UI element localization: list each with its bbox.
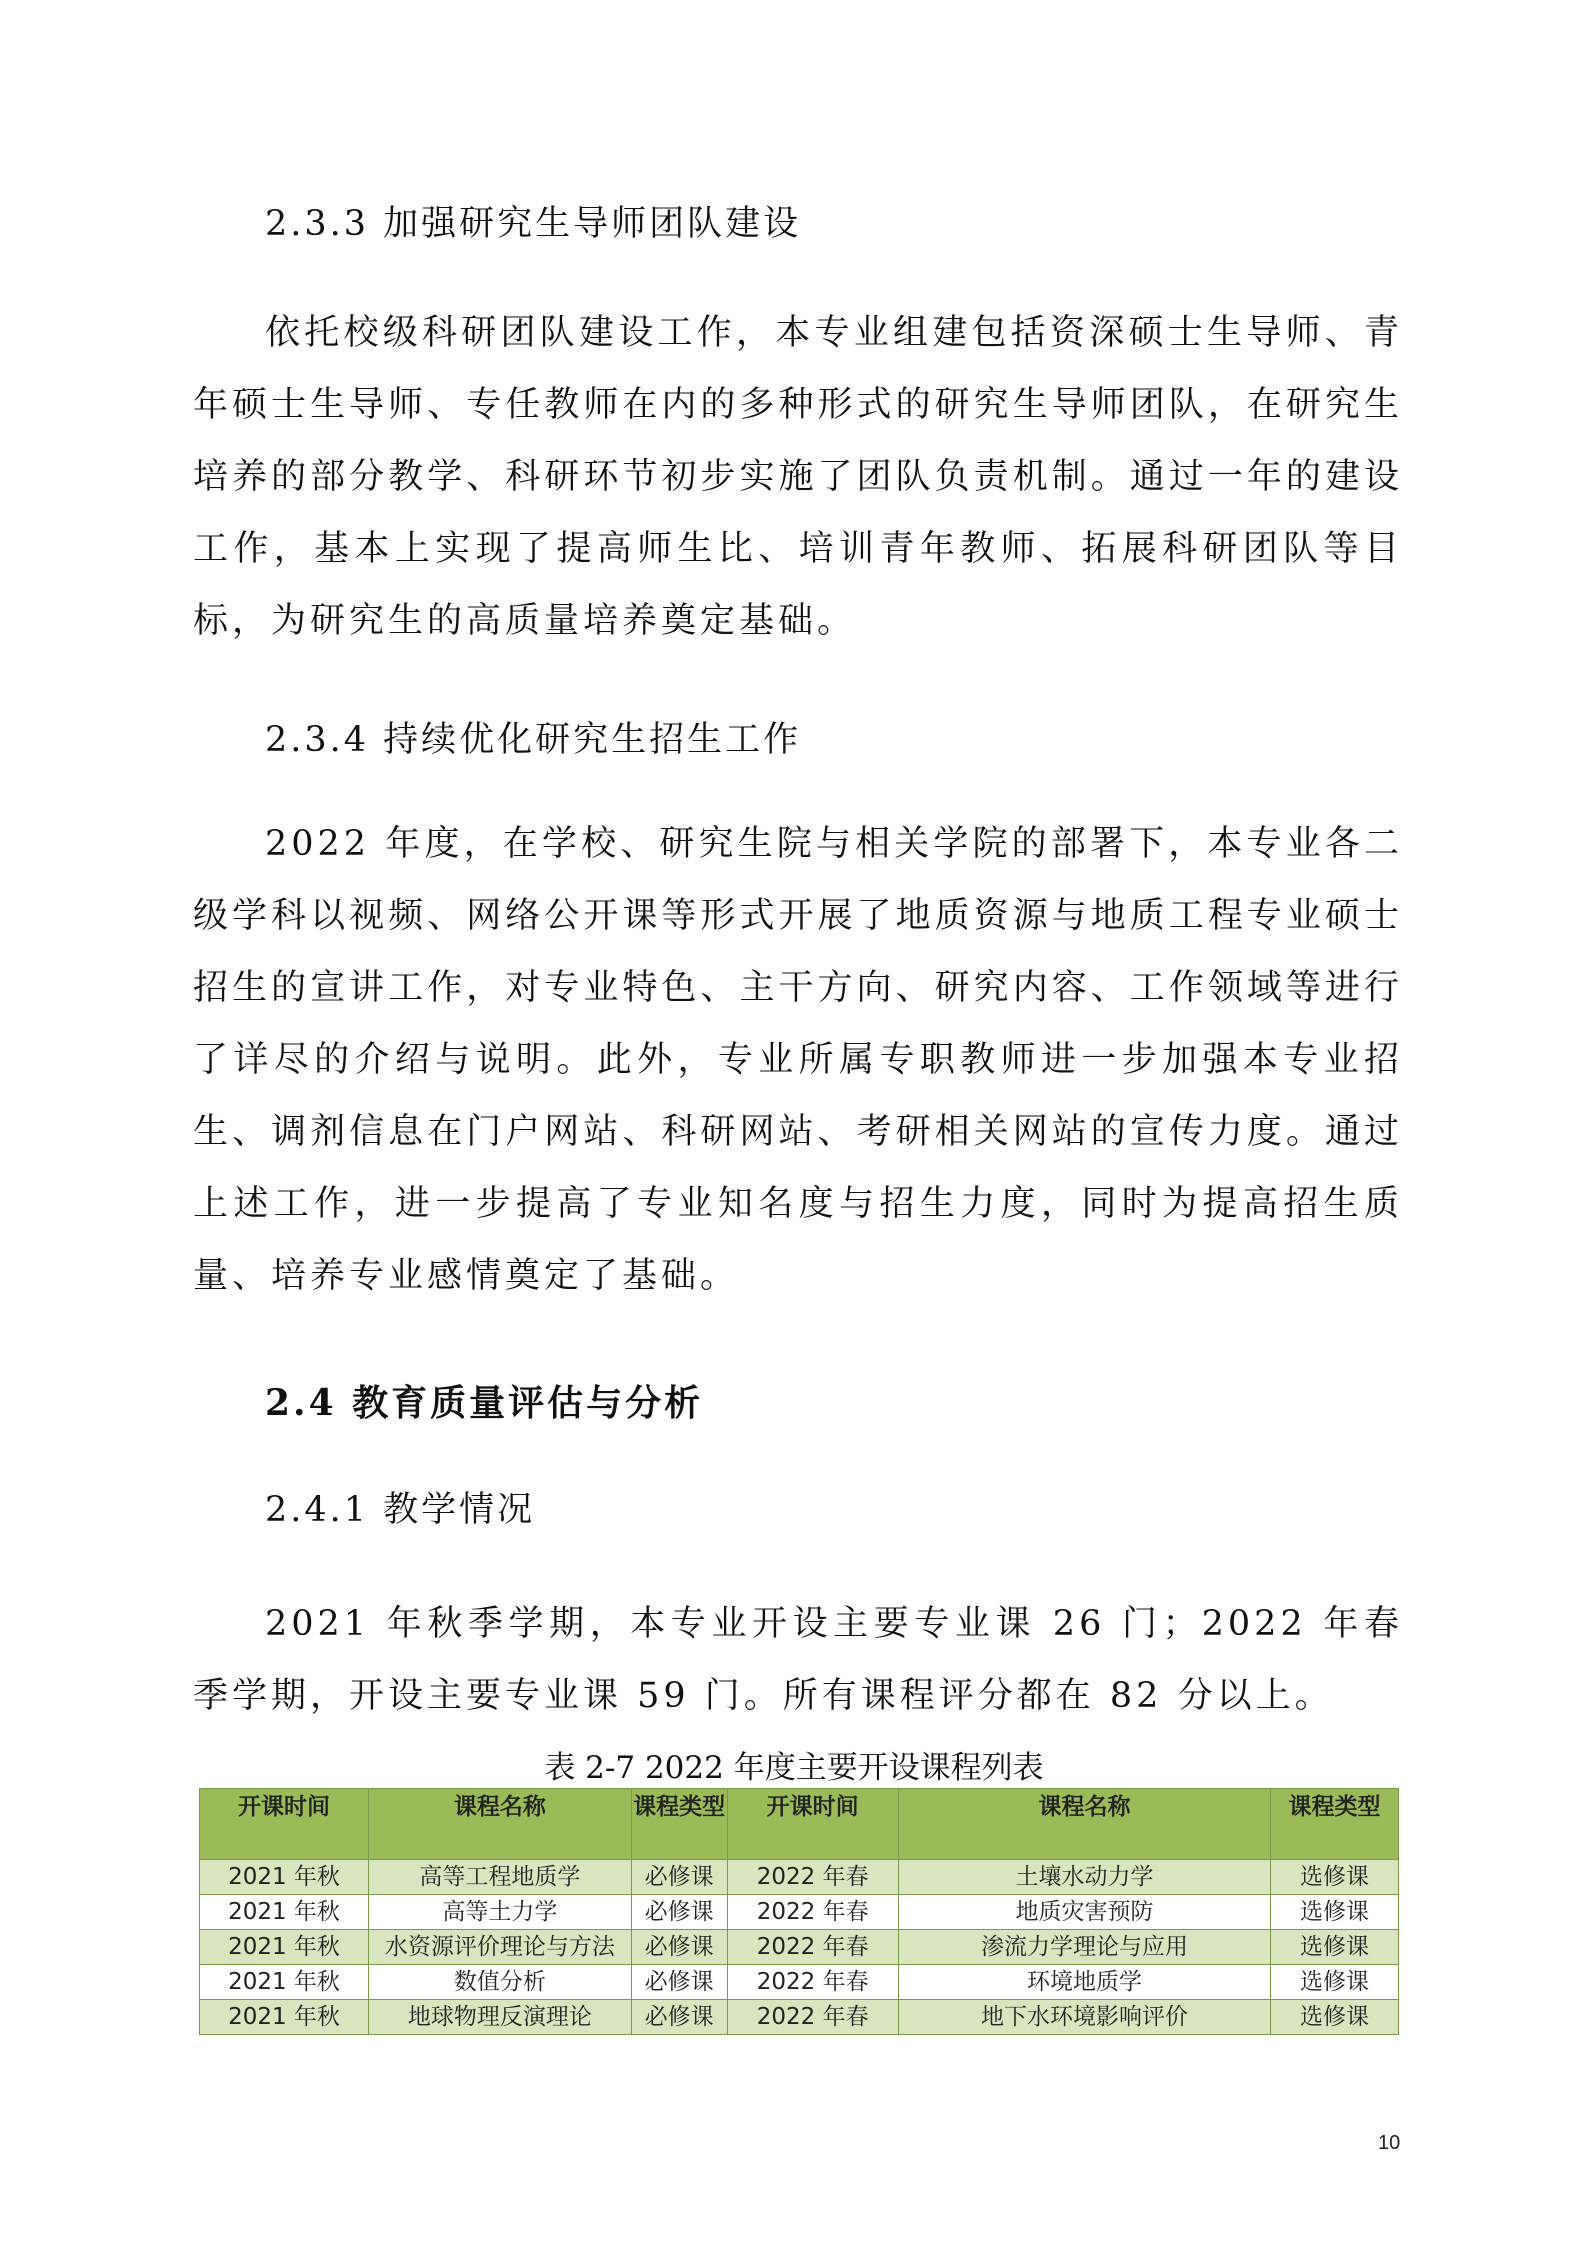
- header-cell: 课程名称: [369, 1789, 632, 1860]
- table-cell: 必修课: [631, 1860, 727, 1895]
- table-cell: 2021 年秋: [200, 1895, 369, 1930]
- header-cell: 课程类型: [631, 1789, 727, 1860]
- heading-2-3-4: 2.3.4 持续优化研究生招生工作: [265, 720, 802, 760]
- table-row: [200, 1965, 1399, 2000]
- heading-2-4: 2.4 教育质量评估与分析: [265, 1382, 704, 1424]
- table-header-row: [200, 1789, 1399, 1860]
- table-cell: 高等工程地质学: [369, 1860, 632, 1895]
- course-table: [199, 1788, 1399, 2035]
- table-cell: 土壤水动力学: [898, 1860, 1270, 1895]
- heading-2-3-3: 2.3.3 加强研究生导师团队建设: [265, 204, 802, 244]
- table-row: [200, 1895, 1399, 1930]
- table-cell: 数值分析: [369, 1965, 632, 2000]
- header-cell: 开课时间: [200, 1789, 369, 1860]
- table-cell: 必修课: [631, 1965, 727, 2000]
- table-cell: 2021 年秋: [200, 2000, 369, 2035]
- table-cell: 2022 年春: [727, 2000, 898, 2035]
- table-cell: 必修课: [631, 1895, 727, 1930]
- table-cell: 选修课: [1271, 1860, 1399, 1895]
- table-cell: 2021 年秋: [200, 1930, 369, 1965]
- table-cell: 2022 年春: [727, 1965, 898, 2000]
- table-cell: 2022 年春: [727, 1930, 898, 1965]
- table-row: [200, 2000, 1399, 2035]
- paragraph-enrollment: 2022 年度，在学校、研究生院与相关学院的部署下，本专业各二级学科以视频、网络公开课等形式开展了地质资源与地质工程专业硕士招生的宣讲工作，对专业特色、主干方向、研究内容、工作领域等进行了详尽的介绍与说明。此外，专业所属专职教师进一步加强本专业招生、调剂信息在门户网站、科研网站、考研相关网站的宣传力度。通过上述工作，进一步提高了专业知名度与招生力度，同时为提高招生质量、培养专业感情奠定了基础。: [193, 824, 1403, 1296]
- table-cell: 水资源评价理论与方法: [369, 1930, 632, 1965]
- table-cell: 2022 年春: [727, 1860, 898, 1895]
- table-cell: 地下水环境影响评价: [898, 2000, 1270, 2035]
- table-cell: 地球物理反演理论: [369, 2000, 632, 2035]
- table-cell: 2022 年春: [727, 1895, 898, 1930]
- table-cell: 渗流力学理论与应用: [898, 1930, 1270, 1965]
- table-cell: 环境地质学: [898, 1965, 1270, 2000]
- page-number: 10: [1378, 2132, 1401, 2154]
- table-cell: 选修课: [1271, 1895, 1399, 1930]
- paragraph-mentor-team: 依托校级科研团队建设工作，本专业组建包括资深硕士生导师、青年硕士生导师、专任教师在内的多种形式的研究生导师团队，在研究生培养的部分教学、科研环节初步实施了团队负责机制。通过一年的建设工作，基本上实现了提高师生比、培训青年教师、拓展科研团队等目标，为研究生的高质量培养奠定基础。: [193, 313, 1403, 641]
- table-cell: 选修课: [1271, 1930, 1399, 1965]
- table-cell: 必修课: [631, 1930, 727, 1965]
- table-row: [200, 1930, 1399, 1965]
- table-row: [200, 1860, 1399, 1895]
- header-cell: 课程名称: [898, 1789, 1270, 1860]
- table-cell: 高等土力学: [369, 1895, 632, 1930]
- paragraph-teaching: 2021 年秋季学期，本专业开设主要专业课 26 门；2022 年春季学期，开设主要专业课 59 门。所有课程评分都在 82 分以上。: [193, 1604, 1403, 1716]
- table-cell: 2021 年秋: [200, 1965, 369, 2000]
- table-cell: 必修课: [631, 2000, 727, 2035]
- header-cell: 开课时间: [727, 1789, 898, 1860]
- table-cell: 2021 年秋: [200, 1860, 369, 1895]
- table-cell: 选修课: [1271, 1965, 1399, 2000]
- table-cell: 地质灾害预防: [898, 1895, 1270, 1930]
- header-cell: 课程类型: [1271, 1789, 1399, 1860]
- table-cell: 选修课: [1271, 2000, 1399, 2035]
- heading-2-4-1: 2.4.1 教学情况: [265, 1490, 536, 1530]
- table-caption: 表 2-7 2022 年度主要开设课程列表: [544, 1750, 1044, 1786]
